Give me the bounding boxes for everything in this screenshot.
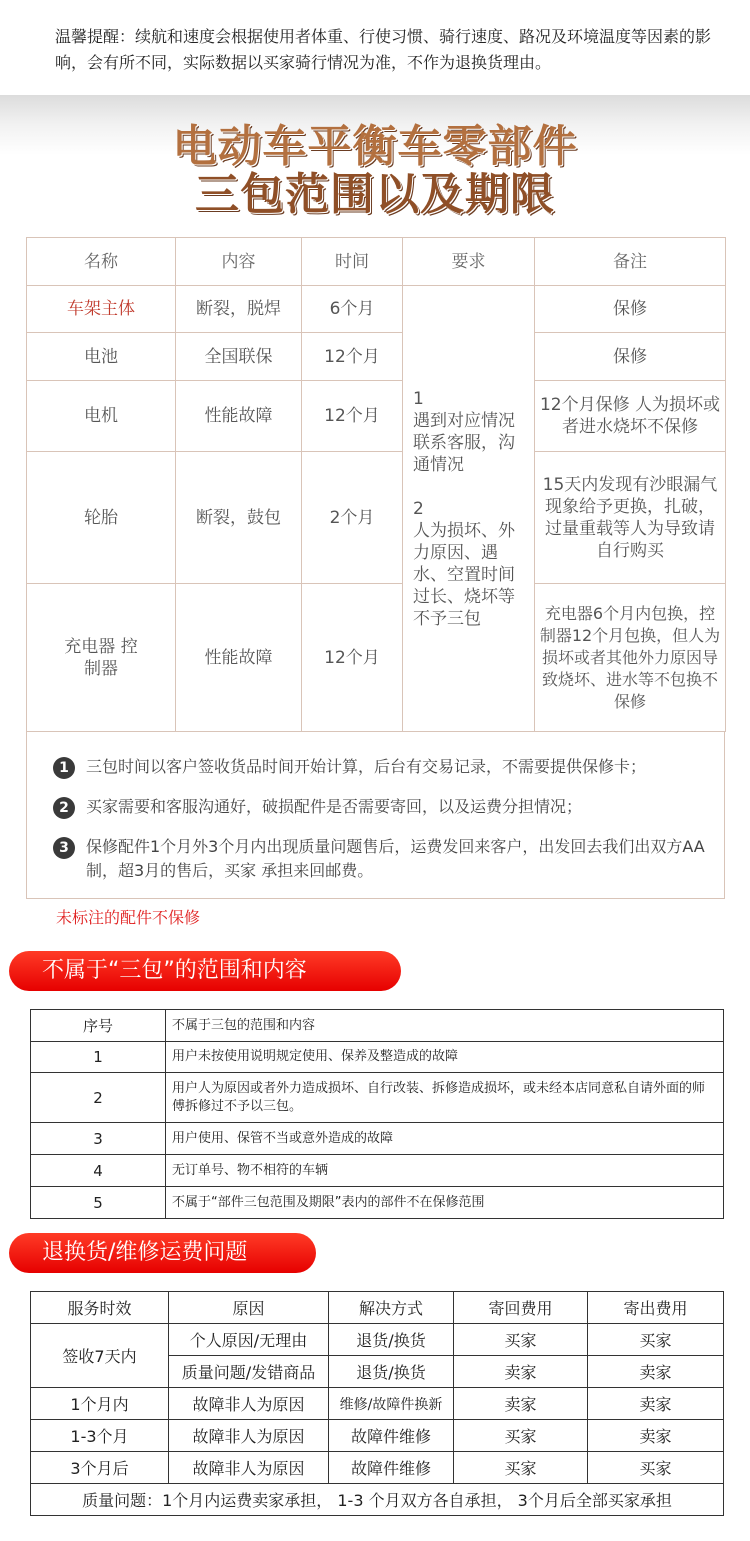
row-return-fee: 买家 (454, 1452, 588, 1484)
section-title-shipping: 退换货/维修运费问题 (9, 1233, 316, 1273)
row-index: 1 (31, 1042, 166, 1073)
requirement-1-text: 遇到对应情况联系客服，沟通情况 (413, 410, 515, 475)
table-row (31, 1187, 724, 1219)
requirement-2-text: 人为损坏、外力原因、遇水、空置时间过长、烧坏等不予三包 (413, 520, 515, 629)
header-reason: 原因 (169, 1292, 329, 1324)
header-time: 时间 (302, 238, 403, 286)
table-row (31, 1324, 724, 1356)
warm-reminder: 温馨提醒：续航和速度会根据使用者体重、行使习惯、骑行速度、路况及环境温度等因素的影响，会有所不同，实际数据以买家骑行情况为准，不作为退换货理由。 (55, 27, 712, 72)
row-text: 用户未按使用说明规定使用、保养及整造成的故障 (166, 1042, 724, 1073)
table-row (31, 1388, 724, 1420)
title-line-2: 三包范围以及期限 (195, 169, 555, 220)
table-row (27, 584, 726, 732)
part-content: 断裂，脱焊 (176, 286, 302, 333)
notes-box (26, 731, 725, 899)
table-row (27, 286, 726, 333)
row-period: 1个月内 (31, 1388, 169, 1420)
table-row (31, 1452, 724, 1484)
table-header-row (31, 1292, 724, 1324)
part-note: 12个月保修 人为损坏或者进水烧坏不保修 (535, 381, 726, 452)
table-row (31, 1420, 724, 1452)
requirement-cell (403, 286, 535, 732)
part-time: 6个月 (302, 286, 403, 333)
table-row (27, 381, 726, 452)
row-return-fee: 卖家 (454, 1356, 588, 1388)
part-content: 断裂，鼓包 (176, 452, 302, 584)
row-return-fee: 买家 (454, 1420, 588, 1452)
header-requirement: 要求 (403, 238, 535, 286)
row-solution: 退货/换货 (329, 1324, 454, 1356)
row-send-fee: 买家 (588, 1452, 724, 1484)
number-badge-icon: 1 (53, 757, 75, 779)
part-note: 15天内发现有沙眼漏气现象给予更换，扎破，过量重载等人为导致请自行购买 (535, 452, 726, 584)
warranty-table (26, 237, 726, 732)
warranty-header-row (27, 238, 726, 286)
part-name: 车架主体 (27, 286, 176, 333)
shipping-table (30, 1291, 724, 1516)
row-text: 无订单号、物不相符的车辆 (166, 1155, 724, 1187)
row-send-fee: 卖家 (588, 1388, 724, 1420)
header-content: 内容 (176, 238, 302, 286)
row-send-fee: 卖家 (588, 1356, 724, 1388)
header-return-fee: 寄回费用 (454, 1292, 588, 1324)
part-content: 性能故障 (176, 584, 302, 732)
part-time: 12个月 (302, 584, 403, 732)
part-time: 12个月 (302, 333, 403, 381)
part-note: 充电器6个月内包换，控制器12个月包换，但人为损坏或者其他外力原因导致烧坏、进水等不包换不保修 (535, 584, 726, 732)
part-name: 轮胎 (27, 452, 176, 584)
table-row (31, 1123, 724, 1155)
header-note: 备注 (535, 238, 726, 286)
row-text: 用户使用、保管不当或意外造成的故障 (166, 1123, 724, 1155)
header-name: 名称 (27, 238, 176, 286)
row-reason: 故障非人为原因 (169, 1420, 329, 1452)
row-solution: 故障件维修 (329, 1452, 454, 1484)
row-reason: 质量问题/发错商品 (169, 1356, 329, 1388)
table-row (27, 452, 726, 584)
table-footer-row (31, 1484, 724, 1516)
part-name: 充电器 控制器 (27, 584, 176, 732)
header-solution: 解决方式 (329, 1292, 454, 1324)
row-index: 5 (31, 1187, 166, 1219)
table-row (31, 1155, 724, 1187)
header-period: 服务时效 (31, 1292, 169, 1324)
row-send-fee: 卖家 (588, 1420, 724, 1452)
header-index: 序号 (31, 1010, 166, 1042)
part-note: 保修 (535, 333, 726, 381)
unlabeled-parts-note: 未标注的配件不保修 (56, 908, 201, 927)
row-return-fee: 买家 (454, 1324, 588, 1356)
part-content: 全国联保 (176, 333, 302, 381)
number-badge-icon: 3 (53, 837, 75, 859)
row-return-fee: 卖家 (454, 1388, 588, 1420)
section-title-not-covered: 不属于“三包”的范围和内容 (9, 951, 401, 991)
part-time: 2个月 (302, 452, 403, 584)
not-covered-table (30, 1009, 724, 1219)
part-time: 12个月 (302, 381, 403, 452)
header-scope: 不属于三包的范围和内容 (166, 1010, 724, 1042)
table-row (31, 1073, 724, 1123)
part-content: 性能故障 (176, 381, 302, 452)
table-row (31, 1042, 724, 1073)
header-send-fee: 寄出费用 (588, 1292, 724, 1324)
row-text: 用户人为原因或者外力造成损坏、自行改装、拆修造成损坏，或未经本店同意私自请外面的师傅拆修过不予以三包。 (166, 1073, 724, 1123)
requirement-1-num: 1 (413, 388, 424, 409)
row-period: 签收7天内 (31, 1324, 169, 1388)
row-period: 3个月后 (31, 1452, 169, 1484)
note-text: 三包时间以客户签收货品时间开始计算，后台有交易记录，不需要提供保修卡； (86, 757, 647, 776)
row-send-fee: 买家 (588, 1324, 724, 1356)
number-badge-icon: 2 (53, 797, 75, 819)
title-line-1: 电动车平衡车零部件 (172, 121, 578, 172)
quality-issue-note: 质量问题：1个月内运费卖家承担， 1-3 个月双方各自承担， 3个月后全部买家承担 (31, 1484, 724, 1516)
row-solution: 维修/故障件换新 (329, 1388, 454, 1420)
row-index: 3 (31, 1123, 166, 1155)
note-text: 保修配件1个月外3个月内出现质量问题售后，运费发回来客户，出发回去我们出双方AA制，超3月的售后，买家 承担来回邮费。 (86, 837, 705, 880)
table-row (27, 333, 726, 381)
row-solution: 退货/换货 (329, 1356, 454, 1388)
note-text: 买家需要和客服沟通好，破损配件是否需要寄回，以及运费分担情况； (86, 797, 583, 816)
row-reason: 故障非人为原因 (169, 1452, 329, 1484)
row-solution: 故障件维修 (329, 1420, 454, 1452)
row-reason: 故障非人为原因 (169, 1388, 329, 1420)
row-period: 1-3个月 (31, 1420, 169, 1452)
part-note: 保修 (535, 286, 726, 333)
row-index: 4 (31, 1155, 166, 1187)
part-name: 电机 (27, 381, 176, 452)
table-header-row (31, 1010, 724, 1042)
requirement-2-num: 2 (413, 498, 424, 519)
row-reason: 个人原因/无理由 (169, 1324, 329, 1356)
row-index: 2 (31, 1073, 166, 1123)
part-name: 电池 (27, 333, 176, 381)
row-text: 不属于“部件三包范围及期限”表内的部件不在保修范围 (166, 1187, 724, 1219)
